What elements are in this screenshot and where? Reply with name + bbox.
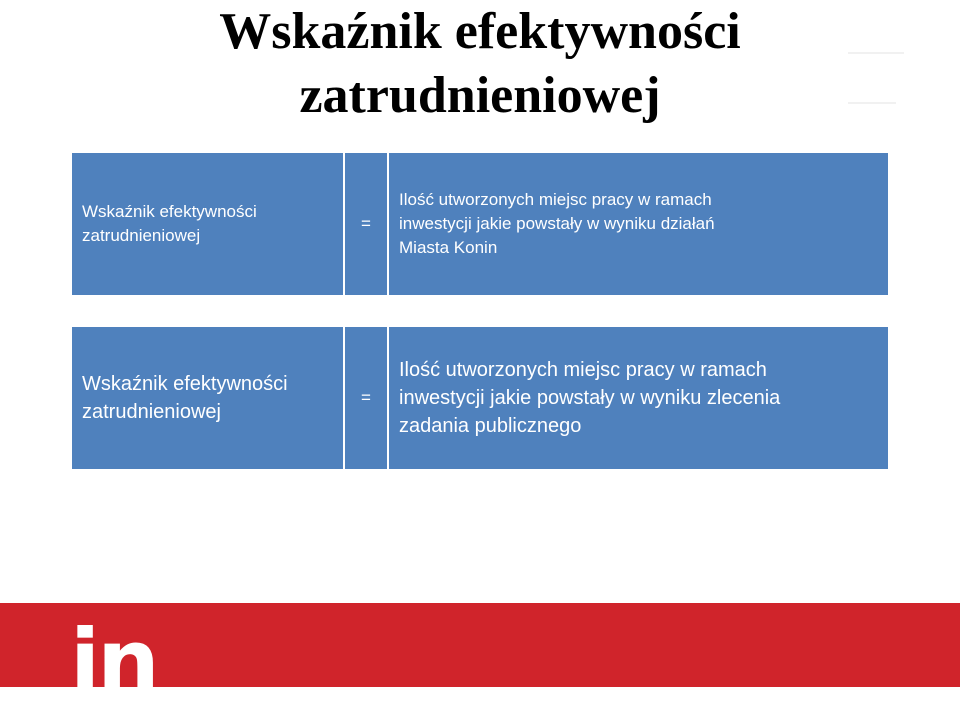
formula-box-2 xyxy=(72,327,888,469)
faint-logo-watermark xyxy=(848,44,904,114)
formula-1-equals-sign: = xyxy=(361,214,371,233)
formula-1-indicator-cell xyxy=(72,153,343,295)
formula-1-definition-text: Ilość utworzonych miejsc pracy w ramach inwestycji jakie powstały w wyniku działań Miasta Konin xyxy=(399,190,715,257)
slide-title-line-1: Wskaźnik efektywności xyxy=(219,3,741,60)
slide-title-line-2: zatrudnieniowej xyxy=(299,67,661,124)
formula-2-indicator-cell xyxy=(72,327,343,469)
formula-2-equals-cell xyxy=(345,327,387,469)
formula-2-indicator-text: Wskaźnik efektywności zatrudnieniowej xyxy=(82,373,288,423)
in-logo: in xyxy=(70,610,157,713)
formula-box-1 xyxy=(72,153,888,295)
formula-2-definition-text: Ilość utworzonych miejsc pracy w ramach inwestycji jakie powstały w wyniku zlecenia zadania publicznego xyxy=(399,359,781,437)
slide-title xyxy=(0,0,960,128)
formula-1-indicator-text: Wskaźnik efektywności zatrudnieniowej xyxy=(82,202,257,245)
formula-2-equals-sign: = xyxy=(361,388,371,407)
formula-1-equals-cell xyxy=(345,153,387,295)
formula-1-definition-cell xyxy=(389,153,888,295)
formula-2-definition-cell xyxy=(389,327,888,469)
